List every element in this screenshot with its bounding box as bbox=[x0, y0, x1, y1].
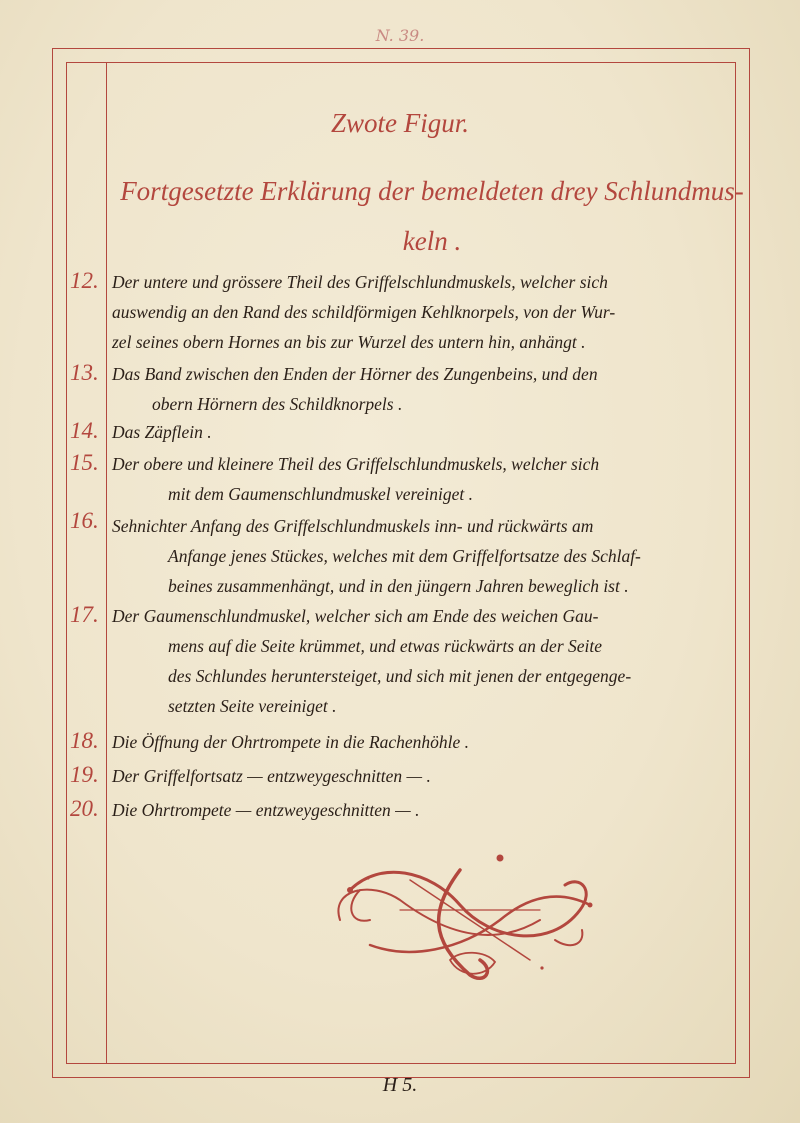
entry-line: des Schlundes heruntersteiget, und sich mit jenen der entgegenge- bbox=[168, 666, 632, 686]
catchword: H 5. bbox=[382, 1074, 418, 1096]
calligraphic-flourish-ornament bbox=[310, 850, 610, 990]
entry-line: obern Hörnern des Schildknorpels . bbox=[152, 394, 403, 414]
page-reference: N. 39. bbox=[375, 26, 425, 45]
entry-line: Die Ohrtrompete — entzweygeschnitten — . bbox=[112, 800, 420, 820]
entry-line: mit dem Gaumenschlundmuskel vereiniget . bbox=[168, 484, 474, 504]
entry-number: 20. bbox=[70, 796, 99, 821]
entry-number: 17. bbox=[70, 602, 99, 627]
entry-line: setzten Seite vereiniget . bbox=[168, 696, 337, 716]
entry-line: zel seines obern Hornes an bis zur Wurzel des untern hin, anhängt . bbox=[112, 332, 586, 352]
entry-number: 14. bbox=[70, 418, 99, 443]
entry-line: Sehnichter Anfang des Griffelschlundmuskels inn- und rückwärts am bbox=[112, 516, 594, 536]
entry-line: auswendig an den Rand des schildförmigen Kehlknorpels, von der Wur- bbox=[112, 302, 616, 322]
entry-line: Der untere und grössere Theil des Griffelschlundmuskels, welcher sich bbox=[112, 272, 608, 292]
entry-number: 12. bbox=[70, 268, 99, 293]
entry-line: Das Band zwischen den Enden der Hörner des Zungenbeins, und den bbox=[112, 364, 598, 384]
entry-line: mens auf die Seite krümmet, und etwas rückwärts an der Seite bbox=[168, 636, 603, 656]
subtitle-line: keln . bbox=[402, 226, 462, 256]
margin-rule bbox=[106, 62, 107, 1064]
subtitle-line: Fortgesetzte Erklärung der bemeldeten drey Schlundmus- bbox=[120, 176, 744, 206]
entry-line: Das Zäpflein . bbox=[112, 422, 212, 442]
entry-number: 18. bbox=[70, 728, 99, 753]
entry-number: 16. bbox=[70, 508, 99, 533]
entry-number: 13. bbox=[70, 360, 99, 385]
page-title: Zwote Figur. bbox=[330, 108, 470, 138]
entry-number: 15. bbox=[70, 450, 99, 475]
page-subtitle bbox=[112, 166, 752, 266]
entry-number: 19. bbox=[70, 762, 99, 787]
entry-line: Anfange jenes Stückes, welches mit dem Griffelfortsatze des Schlaf- bbox=[168, 546, 641, 566]
entry-line: Der Gaumenschlundmuskel, welcher sich am Ende des weichen Gau- bbox=[112, 606, 599, 626]
entry-line: Der obere und kleinere Theil des Griffelschlundmuskels, welcher sich bbox=[112, 454, 600, 474]
entry-line: beines zusammenhängt, und in den jüngern Jahren beweglich ist . bbox=[168, 576, 629, 596]
entry-line: Die Öffnung der Ohrtrompete in die Rachenhöhle . bbox=[112, 732, 470, 752]
entry-line: Der Griffelfortsatz — entzweygeschnitten — . bbox=[112, 766, 431, 786]
